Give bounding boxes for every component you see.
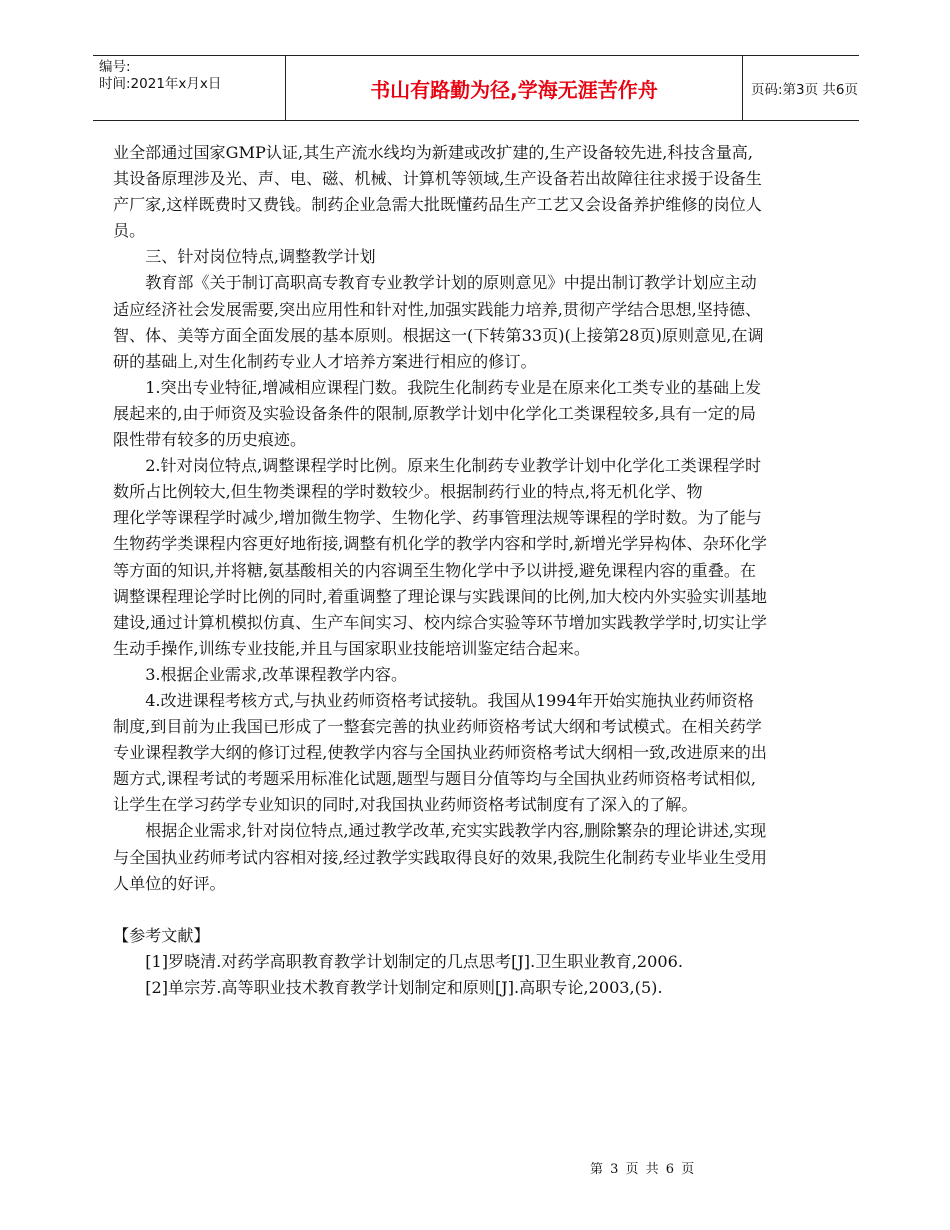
section-heading: 三、针对岗位特点,调整教学计划 (145, 247, 376, 267)
reference-item-2: [2]单宗芳.高等职业技术教育教学计划制定和原则[J].高职专论,2003,(5). (145, 977, 663, 997)
list-item-3: 3.根据企业需求,改革课程教学内容。 (145, 664, 408, 684)
page-header (93, 55, 859, 121)
spacer (113, 897, 767, 923)
list-item-2-part2: 理化学等课程学时减少,增加微生物学、生物化学、药事管理法规等课程的学时数。为了能与生物药学类课程内容更好地衔接,调整有机化学的教学内容和学时,新增光学异构体、杂环化学等方面的知识,并将糖,氨基酸相关的内容调至生物化学中予以讲授,避免课程内容的重叠。在调整课程理论学时比例的同时,着重调整了理论课与实践课间的比例,加大校内外实验实训基地建设,通过计算机模拟仿真、生产车间实习、校内综合实验等环节增加实践教学学时,切实让学生动手操作,训练专业技能,并且与国家职业技能培训鉴定结合起来。 (113, 508, 767, 658)
reference-item-1: [1]罗晓清.对药学高职教育教学计划制定的几点思考[J].卫生职业教育,2006. (145, 951, 683, 971)
paragraph-conclusion: 根据企业需求,针对岗位特点,通过教学改革,充实实践教学内容,删除繁杂的理论讲述,实现与全国执业药师考试内容相对接,经过教学实践取得良好的效果,我院生化制药专业毕业生受用人单位的好评。 (113, 821, 767, 893)
document-body (113, 140, 767, 1001)
header-page-info: 页码:第3页 共6页 (751, 82, 859, 98)
header-motto: 书山有路勤为径,学海无涯苦作舟 (285, 56, 743, 120)
list-item-2-part1: 2.针对岗位特点,调整课程学时比例。原来生化制药专业教学计划中化学化工类课程学时数所占比例较大,但生物类课程的学时数较少。根据制药行业的特点,将无机化学、物 (113, 456, 762, 502)
references-title: 【参考文献】 (113, 925, 210, 945)
list-item-1: 1.突出专业特征,增减相应课程门数。我院生化制药专业是在原来化工类专业的基础上发展起来的,由于师资及实验设备条件的限制,原教学计划中化学化工类课程较多,具有一定的局限性带有较多的历史痕迹。 (113, 377, 762, 450)
header-meta (93, 56, 285, 120)
page-footer: 第 3 页 共 6 页 (590, 1162, 695, 1177)
paragraph-continued: 业全部通过国家GMP认证,其生产流水线均为新建或改扩建的,生产设备较先进,科技含量高,其设备原理涉及光、声、电、磁、机械、计算机等领域,生产设备若出故障往往求援于设备生产厂家,这样既费时又费钱。制药企业急需大批既懂药品生产工艺又会设备养护维修的岗位人员。 (113, 143, 762, 241)
time-label: 时间:2021年x月x日 (99, 76, 222, 92)
paragraph-principles: 教育部《关于制订高职高专教育专业教学计划的原则意见》中提出制订教学计划应主动适应经济社会发展需要,突出应用性和针对性,加强实践能力培养,贯彻产学结合思想,坚持德、智、体、美等方面全面发展的基本原则。根据这一(下转第33页)(上接第28页)原则意见,在调研的基础上,对生化制药专业人才培养方案进行相应的修订。 (113, 273, 764, 371)
list-item-4: 4.改进课程考核方式,与执业药师资格考试接轨。我国从1994年开始实施执业药师资格制度,到目前为止我国已形成了一整套完善的执业药师资格考试大纲和考试模式。在相关药学专业课程教学大纲的修订过程,使教学内容与全国执业药师资格考试大纲相一致,改进原来的出题方式,课程考试的考题采用标准化试题,题型与题目分值等均与全国执业药师资格考试相似,让学生在学习药学专业知识的同时,对我国执业药师资格考试制度有了深入的了解。 (113, 690, 767, 815)
serial-label: 编号: (99, 59, 131, 75)
